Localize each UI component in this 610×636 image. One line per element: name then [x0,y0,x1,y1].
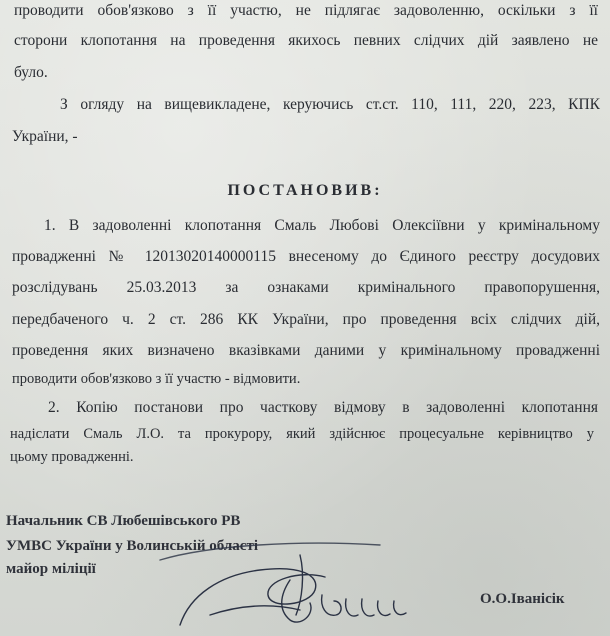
item-1-line-5: проведення яких визначено вказівками даними у кримінальному провадженні [12,342,600,359]
item-1-line-1: 1. В задоволенні клопотання Смаль Любові Олексіївни у кримінальному [44,217,600,234]
signatory-rank: майор міліції [6,561,96,577]
item-2-line-3: цьому провадженні. [10,449,134,465]
item-1-line-3: розслідувань 25.03.2013 за ознаками кримінального правопорушення, [12,279,600,296]
paragraph-2-line-1: З огляду на вищевикладене, керуючись ст.ст. 110, 111, 220, 223, КПК [60,96,600,113]
paragraph-1-line-1: проводити обов'язково з її участю, не підлягає задоволенню, оскільки з її [14,2,598,19]
signatory-name: О.О.Іванісік [480,591,565,607]
item-1-line-6: проводити обов'язково з її участю - відмовити. [12,371,301,387]
item-1-line-2: провадженні № 12013020140000115 внесеному до Єдиного реєстру досудових [12,248,600,265]
paragraph-2-line-2: України, - [12,128,78,145]
signatory-position-line-2: УМВС України у Волинській області [6,538,259,554]
paragraph-1-line-2: сторони клопотання на проведення якихось певних слідчих дій заявлено не [14,32,598,49]
signatory-position-line-1: Начальник СВ Любешівського РВ [6,513,241,529]
paragraph-1-line-3: було. [14,64,48,81]
item-2-line-1: 2. Копію постанови про часткову відмову в задоволенні клопотання [48,399,598,416]
resolution-heading: ПОСТАНОВИВ: [227,182,383,199]
handwritten-signature [150,515,450,636]
item-2-line-2: надіслати Смаль Л.О. та прокурору, який здійснює процесуальне керівництво у [10,426,594,442]
item-1-line-4: передбаченого ч. 2 ст. 286 КК України, про проведення всіх слідчих дій, [12,311,600,328]
